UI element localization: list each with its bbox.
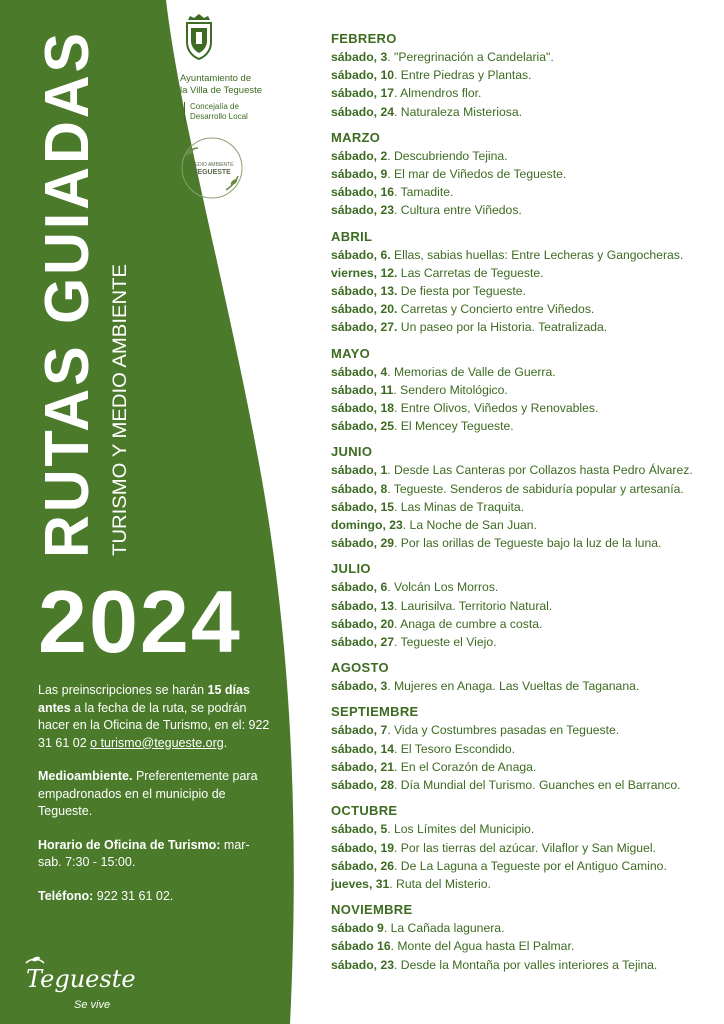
event-desc: . En el Corazón de Anaga. (394, 759, 537, 774)
event-item (331, 147, 711, 165)
event-item (331, 480, 711, 498)
event-date: sábado, 6 (331, 580, 388, 595)
telefono-text (38, 888, 270, 906)
event-item (331, 183, 711, 201)
event-date: sábado, 25 (331, 419, 394, 434)
event-date: domingo, 23 (331, 518, 403, 533)
event-desc: . Entre Piedras y Plantas. (394, 68, 532, 83)
event-desc: . Sendero Mitológico. (393, 382, 508, 397)
event-item (331, 956, 711, 974)
event-date: jueves, 31 (331, 876, 390, 891)
event-date: sábado, 11 (331, 382, 394, 397)
main-title: RUTAS GUIADAS (33, 6, 102, 558)
email-link[interactable]: o turismo@tegueste.org (90, 735, 224, 750)
event-date: sábado, 9 (331, 167, 388, 182)
event-desc: . Día Mundial del Turismo. Guanches en el Barranco. (394, 778, 681, 793)
event-date: sábado, 15 (331, 499, 394, 514)
event-desc: . Los Límites del Municipio. (387, 822, 535, 837)
event-item (331, 516, 711, 534)
event-date: sábado, 3 (331, 50, 388, 64)
horario-text (38, 837, 270, 872)
event-date: sábado, 13. (331, 284, 398, 299)
event-date: sábado, 20. (331, 302, 398, 317)
event-item (331, 318, 711, 336)
event-date: sábado, 16 (331, 185, 394, 200)
month-name: MAYO (331, 345, 371, 361)
event-item (331, 857, 711, 875)
event-item (331, 363, 711, 381)
event-item (331, 103, 711, 121)
month-block (331, 703, 711, 794)
event-date: sábado 16 (331, 939, 391, 954)
event-item (331, 776, 711, 794)
month-name: MARZO (331, 129, 381, 145)
event-desc: . El Tesoro Escondido. (394, 741, 516, 756)
event-desc: . Por las tierras del azúcar. Vilaflor y San Miguel. (394, 840, 656, 855)
info-p3-b: mar-sab. 7:30 - 15:00. (38, 837, 250, 869)
event-desc: . El Mencey Tegueste. (394, 419, 514, 434)
month-name: OCTUBRE (331, 803, 398, 819)
event-desc: . Laurisilva. Territorio Natural. (394, 598, 553, 613)
event-date: sábado, 3 (331, 679, 388, 694)
month-block (331, 901, 711, 974)
event-desc: . Mujeres en Anaga. Las Vueltas de Taganana. (387, 679, 640, 694)
info-p4-b: 922 31 61 02. (93, 888, 174, 903)
month-block (331, 129, 711, 220)
event-desc: . "Peregrinación a Candelaria". (387, 50, 554, 64)
month-name: JULIO (331, 561, 371, 577)
month-name: AGOSTO (331, 660, 389, 676)
month-block (331, 659, 711, 695)
event-desc: . Naturaleza Misteriosa. (394, 104, 523, 119)
event-date: sábado, 28 (331, 778, 394, 793)
event-desc: . Las Minas de Traquita. (394, 499, 525, 514)
event-item (331, 201, 711, 219)
event-desc: . El mar de Viñedos de Tegueste. (387, 167, 567, 182)
event-item (331, 48, 711, 66)
event-date: sábado, 8 (331, 481, 388, 496)
event-date: sábado, 5 (331, 822, 388, 837)
event-date: sábado, 18 (331, 401, 394, 416)
event-desc: . Tegueste el Viejo. (394, 635, 497, 650)
event-desc: Un paseo por la Historia. Teatralizada. (397, 320, 608, 335)
month-block (331, 228, 711, 337)
event-item (331, 615, 711, 633)
event-item (331, 417, 711, 435)
month-block (331, 802, 711, 893)
event-item (331, 498, 711, 516)
event-date: sábado, 14 (331, 741, 394, 756)
event-desc: . Volcán Los Morros. (387, 580, 499, 595)
event-date: sábado 9 (331, 921, 384, 936)
year: 2024 (38, 572, 242, 671)
info-p1-b: 15 días antes (38, 683, 250, 715)
month-block (331, 30, 711, 121)
event-date: sábado, 26 (331, 858, 394, 873)
event-date: sábado, 7 (331, 723, 388, 738)
subtitle: TURISMO Y MEDIO AMBIENTE (110, 282, 131, 556)
event-desc: . La Cañada lagunera. (383, 921, 505, 936)
info-p2-a: Medioambiente. (38, 769, 133, 783)
month-block (331, 560, 711, 651)
event-item (331, 282, 711, 300)
month-block (331, 443, 711, 552)
event-item (331, 937, 711, 955)
event-desc: . Almendros flor. (394, 86, 482, 101)
event-desc: . Entre Olivos, Viñedos y Renovables. (394, 401, 599, 416)
ayuntamiento-line1: Ayuntamiento de (180, 73, 252, 84)
medioambiente-text (38, 768, 270, 821)
event-date: sábado, 2 (331, 148, 388, 163)
event-desc: . Anaga de cumbre a costa. (394, 616, 543, 631)
event-item (331, 264, 711, 282)
event-desc: . Ruta del Misterio. (389, 876, 491, 891)
preinscripciones-text (38, 682, 270, 752)
event-date: sábado, 4 (331, 364, 388, 379)
event-date: sábado, 24 (331, 104, 394, 119)
month-name: SEPTIEMBRE (331, 704, 419, 720)
event-desc: . Tamadite. (394, 185, 454, 200)
month-name: ABRIL (331, 228, 373, 244)
tegueste-logo (22, 955, 136, 1011)
event-item (331, 461, 711, 479)
info-block (38, 682, 270, 921)
event-desc: De fiesta por Tegueste. (397, 284, 526, 299)
event-date: sábado, 10 (331, 68, 394, 83)
event-date: sábado, 1 (331, 463, 388, 478)
event-date: sábado, 27. (331, 320, 398, 335)
event-item (331, 919, 711, 937)
event-desc: . De La Laguna a Tegueste por el Antiguo Camino. (394, 858, 667, 873)
badge-line1: MEDIO AMBIENTE (190, 162, 234, 168)
event-desc: . La Noche de San Juan. (402, 518, 537, 533)
event-date: sábado, 13 (331, 598, 394, 613)
month-name: FEBRERO (331, 31, 397, 46)
event-desc: . Vida y Costumbres pasadas en Tegueste. (387, 723, 620, 738)
info-p1-e: . (223, 735, 228, 750)
event-desc: . Tegueste. Senderos de sabiduría popular y artesanía. (387, 481, 684, 496)
event-item (331, 839, 711, 857)
event-desc: Ellas, sabias huellas: Entre Lecheras y Gangocheras. (390, 247, 684, 262)
event-item (331, 740, 711, 758)
badge-line2: TEGUESTE (193, 169, 231, 176)
concejalia-label (184, 102, 320, 122)
info-p4-a: Teléfono: (38, 888, 94, 903)
schedule (331, 30, 711, 982)
event-desc: . Memorias de Valle de Guerra. (387, 364, 556, 379)
ayuntamiento-label (180, 73, 320, 96)
event-desc: Las Carretas de Tegueste. (397, 265, 544, 280)
event-desc: . Desde la Montaña por valles interiores a Tejina. (394, 957, 658, 972)
ayuntamiento-line2: la Villa de Tegueste (180, 84, 263, 96)
month-block (331, 345, 711, 436)
event-item (331, 633, 711, 651)
event-item (331, 534, 711, 552)
medio-ambiente-badge (180, 136, 244, 200)
event-item (331, 399, 711, 417)
concejalia-line1: Concejalía de (190, 102, 239, 111)
event-desc: Carretas y Concierto entre Viñedos. (397, 302, 595, 317)
concejalia-line2: Desarrollo Local (190, 112, 248, 121)
event-date: viernes, 12. (331, 265, 398, 280)
tagline: Se vive (74, 999, 111, 1011)
month-name: NOVIEMBRE (331, 902, 413, 918)
event-date: sábado, 21 (331, 759, 394, 774)
event-desc: . Descubriendo Tejina. (387, 148, 508, 163)
brand-text: Tegueste (26, 965, 136, 993)
event-desc: . Desde Las Canteras por Collazos hasta Pedro Álvarez. (387, 463, 693, 478)
info-p1-a: Las preinscripciones se harán (38, 683, 208, 697)
event-item (331, 677, 711, 695)
event-item (331, 300, 711, 318)
event-date: sábado, 20 (331, 616, 394, 631)
event-date: sábado, 23 (331, 957, 394, 972)
tegueste-logo-icon (22, 955, 136, 999)
event-item (331, 820, 711, 838)
event-desc: . Monte del Agua hasta El Palmar. (390, 939, 575, 954)
event-date: sábado, 29 (331, 536, 394, 551)
event-item (331, 381, 711, 399)
event-item (331, 721, 711, 739)
crest-icon (184, 14, 214, 60)
event-item (331, 875, 711, 893)
event-item (331, 597, 711, 615)
event-date: sábado, 27 (331, 635, 394, 650)
month-name: JUNIO (331, 444, 373, 460)
event-desc: . Cultura entre Viñedos. (394, 203, 522, 218)
event-item (331, 578, 711, 596)
event-desc: . Por las orillas de Tegueste bajo la luz de la luna. (394, 536, 662, 551)
event-item (331, 246, 711, 264)
event-item (331, 165, 711, 183)
event-item (331, 758, 711, 776)
event-item (331, 84, 711, 102)
event-date: sábado, 23 (331, 203, 394, 218)
event-date: sábado, 17 (331, 86, 394, 101)
info-p2-b: Preferentemente para empadronados en el municipio de Tegueste. (38, 769, 258, 818)
info-p3-a: Horario de Oficina de Turismo: (38, 837, 221, 852)
info-p1-c: a la fecha de la ruta, se podrán hacer en la Oficina de Turismo, en el: 922 31 61 02 (38, 700, 270, 750)
header-logos (180, 14, 320, 205)
event-date: sábado, 19 (331, 840, 394, 855)
event-item (331, 66, 711, 84)
event-date: sábado, 6. (331, 247, 391, 262)
